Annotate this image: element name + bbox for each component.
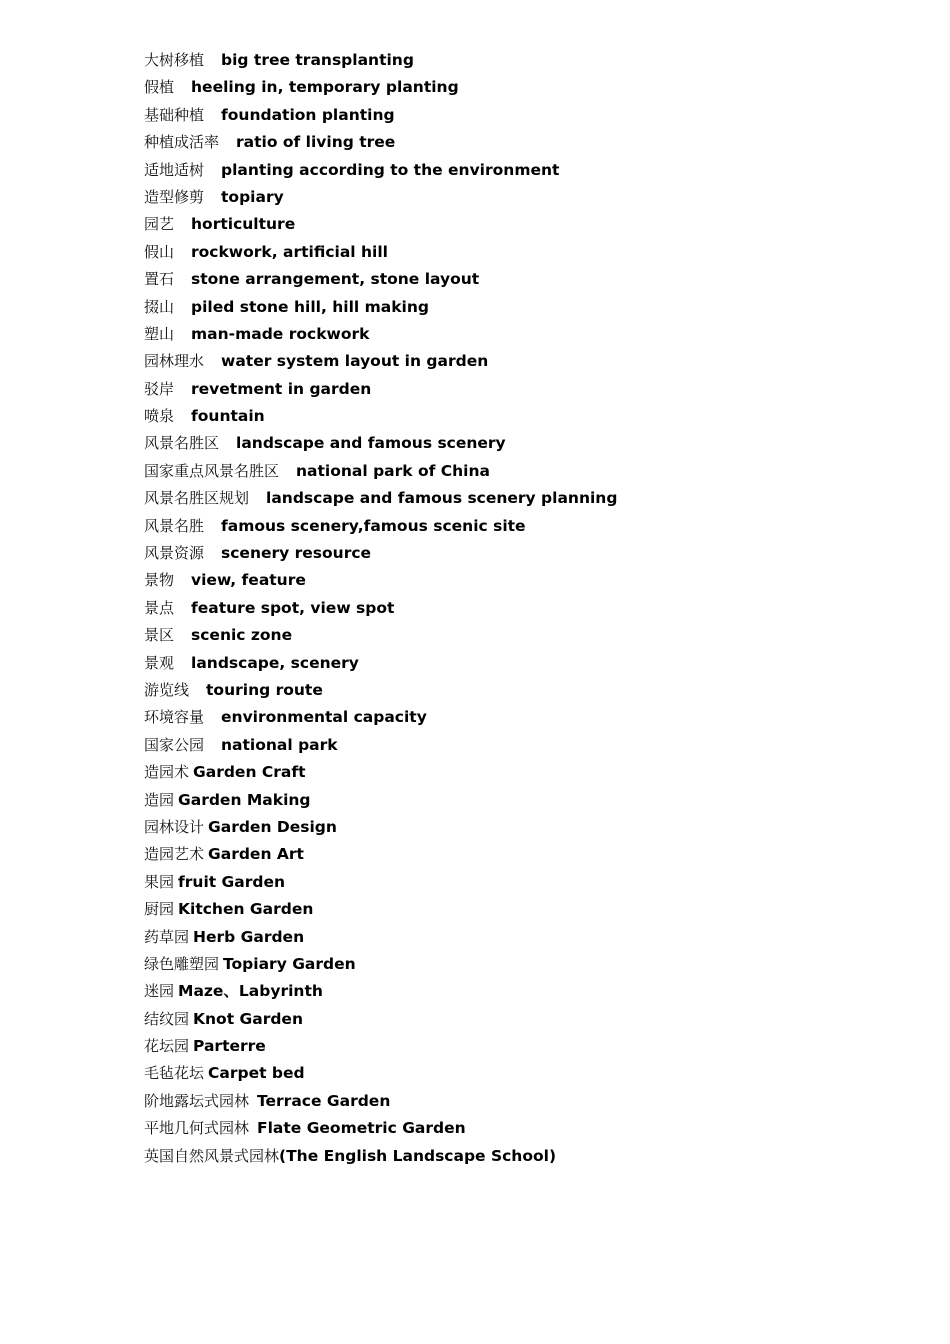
glossary-entry <box>144 294 924 321</box>
chinese-term: 绿色雕塑园 <box>144 954 220 973</box>
chinese-term: 大树移植 <box>144 51 205 69</box>
chinese-term: 药草园 <box>144 927 190 946</box>
chinese-term: 风景资源 <box>144 544 205 563</box>
chinese-term: 厨园 <box>144 900 175 919</box>
glossary-entry <box>144 403 924 430</box>
chinese-term: 环境容量 <box>144 708 205 727</box>
english-term: foundation planting <box>221 105 395 124</box>
glossary-entry <box>144 485 924 512</box>
chinese-term: 英国自然风景式园林 <box>144 1146 280 1165</box>
english-term: landscape and famous scenery <box>236 434 506 453</box>
chinese-term: 园艺 <box>144 215 175 234</box>
english-term: Terrace Garden <box>257 1091 391 1110</box>
english-term: Maze、Labyrinth <box>178 982 323 1001</box>
english-term: horticulture <box>191 215 296 234</box>
glossary-entry <box>144 1143 924 1170</box>
glossary-entry <box>144 211 924 238</box>
chinese-term: 游览线 <box>144 680 190 699</box>
english-term: Carpet bed <box>208 1064 305 1083</box>
english-term: Garden Design <box>208 817 337 836</box>
glossary-entry <box>144 1088 924 1115</box>
glossary-entry <box>144 732 924 759</box>
english-term: rockwork, artificial hill <box>191 242 388 261</box>
glossary-entry <box>144 266 924 293</box>
chinese-term: 造园术 <box>144 763 190 782</box>
chinese-term: 假山 <box>144 242 175 261</box>
english-term: Parterre <box>193 1037 266 1056</box>
english-term: piled stone hill, hill making <box>191 297 429 316</box>
english-term: touring route <box>206 680 323 699</box>
chinese-term: 假植 <box>144 78 175 97</box>
chinese-term: 景物 <box>144 571 175 590</box>
chinese-term: 结纹园 <box>144 1009 190 1028</box>
english-term: Garden Craft <box>193 763 306 782</box>
glossary-entry <box>144 102 924 129</box>
glossary-entry <box>144 759 924 786</box>
english-term: view, feature <box>191 571 306 590</box>
chinese-term: 国家公园 <box>144 735 205 754</box>
english-term: heeling in, temporary planting <box>191 78 459 97</box>
glossary-entry <box>144 896 924 923</box>
chinese-term: 风景名胜区规划 <box>144 489 250 508</box>
glossary-entry <box>144 184 924 211</box>
glossary-entry <box>144 430 924 457</box>
glossary-entry <box>144 47 924 74</box>
english-term: topiary <box>221 187 284 206</box>
glossary-entry <box>144 239 924 266</box>
english-term: Kitchen Garden <box>178 900 314 919</box>
glossary-entry <box>144 814 924 841</box>
english-term: feature spot, view spot <box>191 598 395 617</box>
chinese-term: 景区 <box>144 626 175 645</box>
chinese-term: 毛毡花坛 <box>144 1064 205 1083</box>
chinese-term: 风景名胜区 <box>144 434 220 453</box>
english-term: scenery resource <box>221 544 372 563</box>
chinese-term: 阶地露坛式园林 <box>144 1091 250 1110</box>
english-term: ratio of living tree <box>236 133 396 152</box>
english-term: environmental capacity <box>221 708 427 727</box>
chinese-term: 迷园 <box>144 982 175 1001</box>
chinese-term: 园林理水 <box>144 352 205 371</box>
english-term: big tree transplanting <box>221 51 414 69</box>
english-term: Garden Making <box>178 790 311 809</box>
english-term: national park <box>221 735 338 754</box>
glossary-entry <box>144 650 924 677</box>
english-term: landscape and famous scenery planning <box>266 489 618 508</box>
chinese-term: 造园 <box>144 790 175 809</box>
glossary-entry <box>144 458 924 485</box>
english-term: famous scenery,famous scenic site <box>221 516 526 535</box>
english-term: stone arrangement, stone layout <box>191 270 480 289</box>
glossary-entry <box>144 677 924 704</box>
english-term: Garden Art <box>208 845 304 864</box>
chinese-term: 造园艺术 <box>144 845 205 864</box>
chinese-term: 喷泉 <box>144 407 175 426</box>
english-term: landscape, scenery <box>191 653 359 672</box>
chinese-term: 风景名胜 <box>144 516 205 535</box>
english-term: Herb Garden <box>193 927 305 946</box>
glossary-entry <box>144 129 924 156</box>
glossary-entry <box>144 1060 924 1087</box>
glossary-list <box>144 47 924 1170</box>
glossary-entry <box>144 622 924 649</box>
english-term: (The English Landscape School) <box>279 1146 557 1165</box>
chinese-term: 掇山 <box>144 297 175 316</box>
chinese-term: 园林设计 <box>144 817 205 836</box>
english-term: scenic zone <box>191 626 293 645</box>
glossary-entry <box>144 951 924 978</box>
chinese-term: 平地几何式园林 <box>144 1119 250 1138</box>
chinese-term: 造型修剪 <box>144 187 205 206</box>
chinese-term: 花坛园 <box>144 1037 190 1056</box>
chinese-term: 国家重点风景名胜区 <box>144 461 280 480</box>
glossary-entry <box>144 157 924 184</box>
glossary-entry <box>144 513 924 540</box>
english-term: Flate Geometric Garden <box>257 1119 466 1138</box>
chinese-term: 适地适树 <box>144 160 205 179</box>
glossary-entry <box>144 704 924 731</box>
glossary-entry <box>144 567 924 594</box>
english-term: man-made rockwork <box>191 324 370 343</box>
chinese-term: 景点 <box>144 598 175 617</box>
glossary-entry <box>144 787 924 814</box>
chinese-term: 驳岸 <box>144 379 175 398</box>
glossary-entry <box>144 540 924 567</box>
chinese-term: 种植成活率 <box>144 133 220 152</box>
glossary-entry <box>144 869 924 896</box>
chinese-term: 置石 <box>144 270 175 289</box>
glossary-entry <box>144 1006 924 1033</box>
english-term: Knot Garden <box>193 1009 303 1028</box>
english-term: water system layout in garden <box>221 352 489 371</box>
glossary-entry <box>144 595 924 622</box>
glossary-entry <box>144 841 924 868</box>
glossary-entry <box>144 1033 924 1060</box>
english-term: Topiary Garden <box>223 954 356 973</box>
glossary-entry <box>144 978 924 1005</box>
chinese-term: 塑山 <box>144 324 175 343</box>
glossary-entry <box>144 348 924 375</box>
chinese-term: 果园 <box>144 872 175 891</box>
glossary-entry <box>144 321 924 348</box>
glossary-entry <box>144 74 924 101</box>
chinese-term: 景观 <box>144 653 175 672</box>
english-term: planting according to the environment <box>221 160 560 179</box>
english-term: fruit Garden <box>178 872 286 891</box>
chinese-term: 基础种植 <box>144 105 205 124</box>
glossary-entry <box>144 924 924 951</box>
english-term: revetment in garden <box>191 379 372 398</box>
glossary-entry <box>144 376 924 403</box>
english-term: fountain <box>191 407 265 426</box>
glossary-entry <box>144 1115 924 1142</box>
english-term: national park of China <box>296 461 490 480</box>
